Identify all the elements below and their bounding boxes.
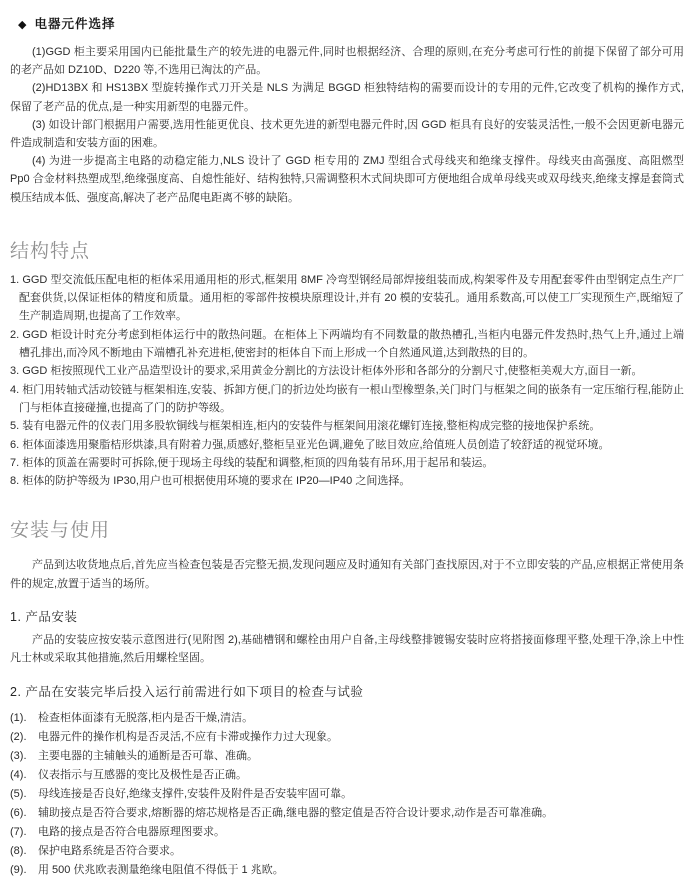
check-item-8	[10, 842, 684, 861]
structure-section-title: 结构特点	[10, 240, 91, 262]
structure-feature-7: 7. 柜体的顶盖在需要时可拆除,便于现场主母线的装配和调整,柜顶的四角装有吊环,用于起吊和装运。	[10, 456, 494, 469]
structure-feature-3: 3. GGD 柜按照现代工业产品造型设计的要求,采用黄金分割比的方法设计柜体外形和各部分的分割尺寸,使整柜美观大方,面目一新。	[10, 365, 643, 378]
structure-feature-1: 1. GGD 型交流低压配电柜的柜体采用通用柜的形式,框架用 8MF 冷弯型钢经局部焊接组装而成,构架零件及专用配套零件由型钢定点生产厂配套供货,以保证柜体的精度和质量。通用柜的零部件按模块原理设计,并有 20 模的安装孔。通用系数高,可以使工厂实现预生产,既缩短了生产制造周期,也提高了工作效率。	[10, 273, 684, 323]
check-item-6	[10, 804, 684, 823]
check-item-3-text: 主要电器的主辅触头的通断是否可靠、准确。	[38, 749, 258, 762]
install-section-title: 安装与使用	[10, 520, 111, 542]
check-item-3	[10, 747, 684, 766]
components-paragraph-1: (1)GGD 柜主要采用国内已能批量生产的较先进的电器元件,同时也根据经济、合理的原则,在充分考虑可行性的前提下保留了部分可用的老产品如 DZ10D、D220 等,不选用已淘汰的产品。	[10, 46, 684, 77]
check-item-3-number: (3).	[10, 749, 27, 762]
install-check-list	[10, 709, 684, 880]
check-item-4	[10, 766, 684, 785]
structure-feature-8: 8. 柜体的防护等级为 IP30,用户也可根据使用环境的要求在 IP20—IP40 之间选择。	[10, 475, 411, 488]
install-intro-paragraph: 产品到达收货地点后,首先应当检查包装是否完整无损,发现问题应及时通知有关部门查找原因,对于不立即安装的产品,应根据正常使用条件的规定,放置于适当的场所。	[10, 559, 684, 590]
check-item-9-number: (9).	[10, 863, 27, 876]
check-item-9	[10, 861, 684, 880]
check-item-7	[10, 823, 684, 842]
components-section-title-text: 电器元件选择	[34, 17, 116, 31]
structure-feature-6: 6. 柜体面漆选用聚脂桔形烘漆,具有附着力强,质感好,整柜呈亚光色调,避免了眩目效应,给值班人员创造了较舒适的视觉环境。	[10, 438, 610, 451]
structure-feature-5: 5. 装有电器元件的仪表门用多股软铜线与框架相连,柜内的安装件与框架间用滚花螺钉连接,整柜构成完整的接地保护系统。	[10, 420, 601, 433]
check-item-7-number: (7).	[10, 825, 27, 838]
check-item-8-text: 保护电路系统是否符合要求。	[38, 844, 181, 857]
install-sub1-body: 产品的安装应按安装示意图进行(见附图 2),基础槽钢和螺栓由用户自备,主母线整排镀锡安装时应将搭接面修理平整,处理干净,涂上中性凡士林或采取其他措施,然后用螺栓坚固。	[10, 633, 684, 665]
diamond-bullet-icon: ◆	[18, 19, 28, 31]
check-item-8-number: (8).	[10, 844, 27, 857]
check-item-5-text: 母线连接是否良好,绝缘支撑件,安装件及附件是否安装牢固可靠。	[38, 787, 353, 800]
check-item-4-text: 仪表指示与互感器的变比及极性是否正确。	[38, 768, 247, 781]
check-item-6-number: (6).	[10, 806, 27, 819]
components-paragraph-3: (3) 如设计部门根据用户需要,选用性能更优良、技术更先进的新型电器元件时,因 GGD 柜具有良好的安装灵活性,一般不会因更新电器元件造成制造和安装方面的困难。	[10, 118, 684, 150]
structure-feature-4: 4. 柜门用转轴式活动铰链与框架相连,安装、拆卸方便,门的折边处均嵌有一根山型橡塑条,关门时门与框架之间的嵌条有一定压缩行程,能防止门与柜体直接碰撞,也提高了门的防护等级。	[10, 383, 684, 414]
check-item-1-text: 检查柜体面漆有无脱落,柜内是否干燥,清洁。	[38, 711, 254, 724]
check-item-7-text: 电路的接点是否符合电器原理图要求。	[38, 825, 225, 838]
structure-feature-2: 2. GGD 柜设计时充分考虑到柜体运行中的散热问题。在柜体上下两端均有不同数量的散热槽孔,当柜内电器元件发热时,热气上升,通过上端槽孔排出,而冷风不断地由下端槽孔补充进柜,使密封的柜体自下而上形成一个自然通风道,达到散热的目的。	[10, 328, 684, 360]
install-sub1-title: 1. 产品安装	[10, 609, 78, 624]
check-item-2-number: (2).	[10, 730, 27, 743]
components-paragraph-4: (4) 为进一步提高主电路的动稳定能力,NLS 设计了 GGD 柜专用的 ZMJ 型组合式母线夹和绝缘支撑件。母线夹由高强度、高阻燃型 Pp0 合金材料热塑成型,绝缘强度高、自熄性能好、结构独特,只需调整积木式间块即可方便地组合成单母线夹或双母线夹,绝缘支撑是套筒式模压结成本低、强度高,解决了老产品爬电距离不够的缺陷。	[10, 155, 684, 204]
install-sub2-title: 2. 产品在安装完毕后投入运行前需进行如下项目的检查与试验	[10, 684, 364, 699]
check-item-2-text: 电器元件的操作机构是否灵活,不应有卡滞或操作力过大现象。	[38, 730, 339, 743]
check-item-9-text: 用 500 伏兆欧表测量绝缘电阻值不得低于 1 兆欧。	[38, 863, 284, 876]
components-section-title	[18, 14, 684, 32]
check-item-6-text: 辅助接点是否符合要求,熔断器的熔芯规格是否正确,继电器的整定值是否符合设计要求,动作是否可靠准确。	[38, 806, 554, 819]
check-item-2	[10, 728, 684, 747]
check-item-5	[10, 785, 684, 804]
check-item-5-number: (5).	[10, 787, 27, 800]
check-item-4-number: (4).	[10, 768, 27, 781]
check-item-1-number: (1).	[10, 711, 27, 724]
structure-feature-list	[10, 271, 684, 491]
components-paragraph-2: (2)HD13BX 和 HS13BX 型旋转操作式刀开关是 NLS 为满足 BGGD 柜独特结构的需要而设计的专用的元件,它改变了机构的操作方式,保留了老产品的优点,是一种实用新型的电器元件。	[10, 82, 684, 113]
check-item-1	[10, 709, 684, 728]
